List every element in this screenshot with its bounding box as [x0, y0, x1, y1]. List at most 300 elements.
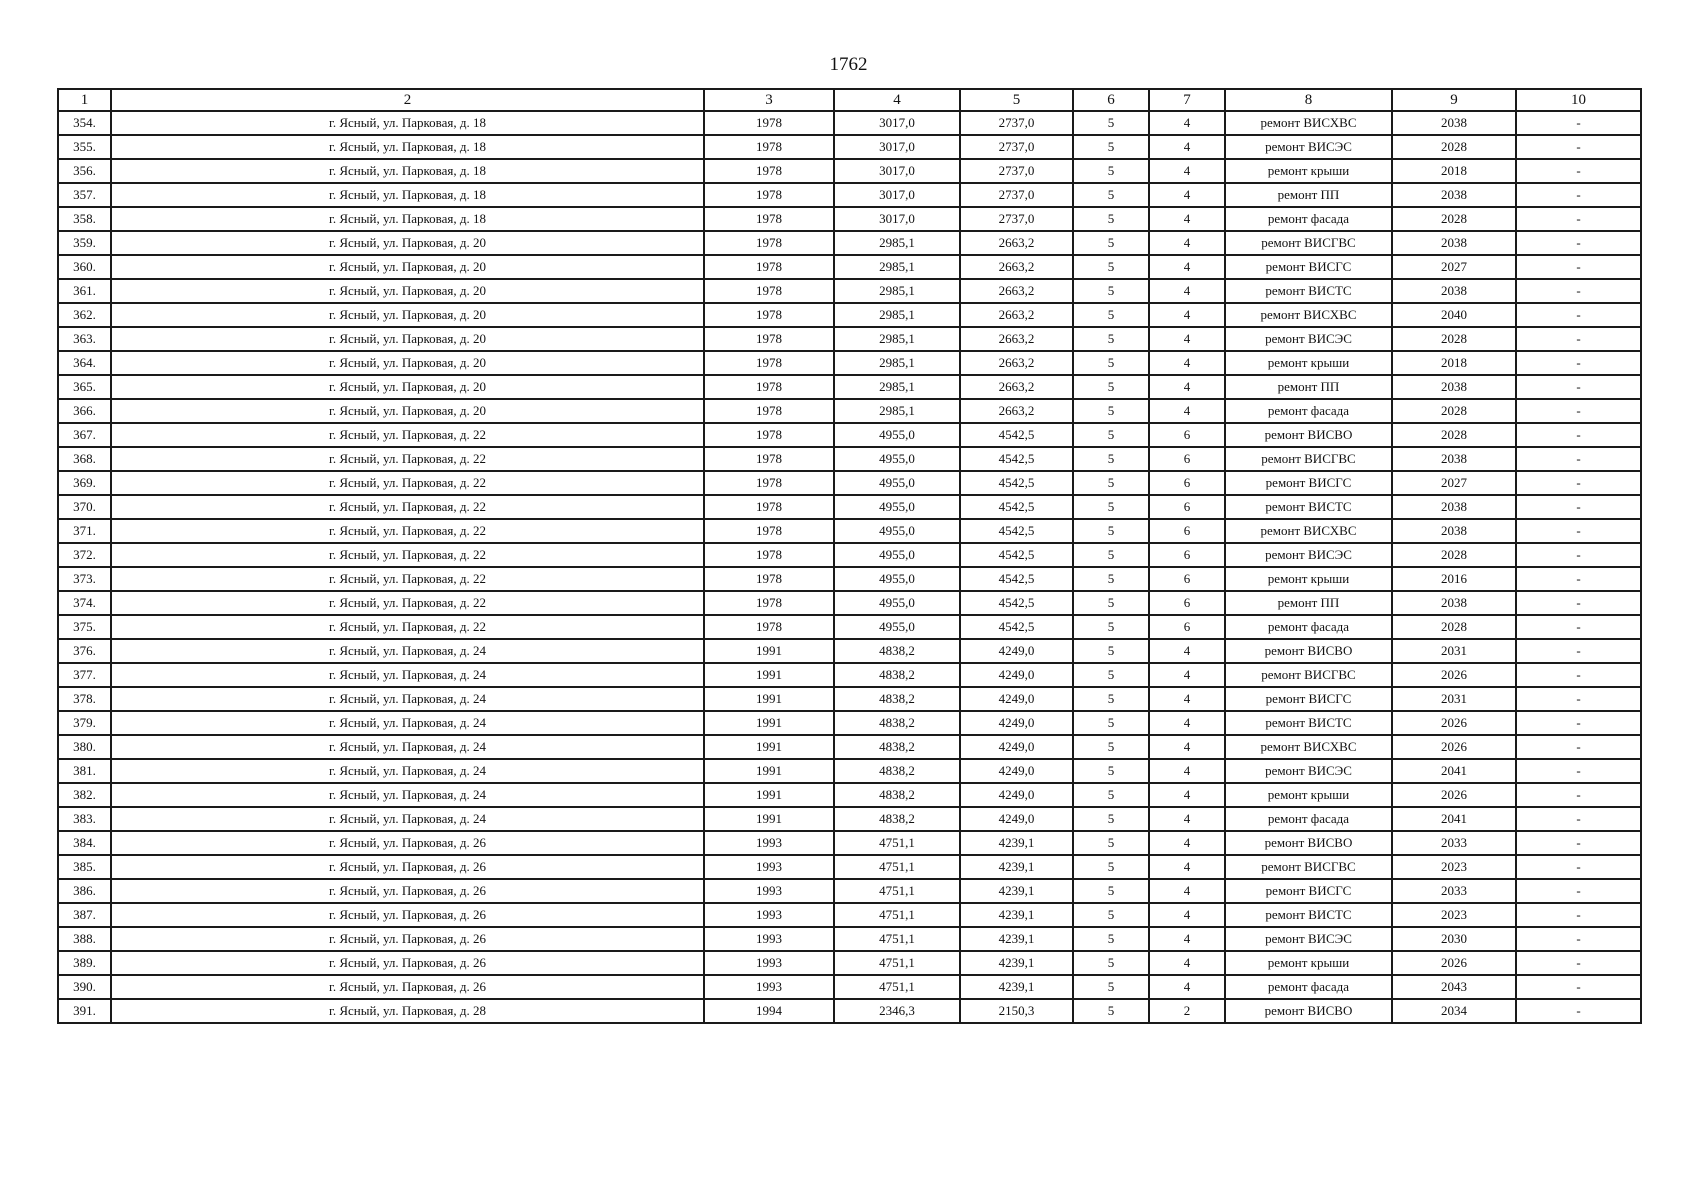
planned-year-cell: 2028 [1392, 399, 1516, 423]
planned-year-cell: 2028 [1392, 615, 1516, 639]
table-row [58, 183, 1641, 207]
row-number-cell: 367. [58, 423, 111, 447]
address-cell: г. Ясный, ул. Парковая, д. 26 [111, 927, 704, 951]
planned-year-cell: 2026 [1392, 711, 1516, 735]
floors-cell: 5 [1073, 471, 1149, 495]
work-type-cell: ремонт ВИСЭС [1225, 543, 1392, 567]
floors-cell: 5 [1073, 711, 1149, 735]
planned-year-cell: 2038 [1392, 231, 1516, 255]
work-type-cell: ремонт ВИСГС [1225, 687, 1392, 711]
work-type-cell: ремонт ВИСХВС [1225, 519, 1392, 543]
entrances-cell: 4 [1149, 399, 1225, 423]
floors-cell: 5 [1073, 207, 1149, 231]
table-row [58, 735, 1641, 759]
note-cell: - [1516, 375, 1641, 399]
living-area-cell: 4542,5 [960, 615, 1073, 639]
year-cell: 1978 [704, 471, 834, 495]
planned-year-cell: 2033 [1392, 831, 1516, 855]
entrances-cell: 6 [1149, 567, 1225, 591]
table-row [58, 303, 1641, 327]
year-cell: 1978 [704, 495, 834, 519]
year-cell: 1978 [704, 111, 834, 135]
table-row [58, 207, 1641, 231]
note-cell: - [1516, 999, 1641, 1023]
row-number-cell: 383. [58, 807, 111, 831]
note-cell: - [1516, 615, 1641, 639]
table-row [58, 903, 1641, 927]
total-area-cell: 4751,1 [834, 951, 960, 975]
living-area-cell: 4542,5 [960, 447, 1073, 471]
year-cell: 1978 [704, 303, 834, 327]
address-cell: г. Ясный, ул. Парковая, д. 18 [111, 207, 704, 231]
row-number-cell: 356. [58, 159, 111, 183]
column-header-4: 4 [834, 89, 960, 111]
entrances-cell: 4 [1149, 759, 1225, 783]
floors-cell: 5 [1073, 831, 1149, 855]
total-area-cell: 3017,0 [834, 135, 960, 159]
planned-year-cell: 2023 [1392, 855, 1516, 879]
note-cell: - [1516, 135, 1641, 159]
column-header-5: 5 [960, 89, 1073, 111]
address-cell: г. Ясный, ул. Парковая, д. 22 [111, 447, 704, 471]
entrances-cell: 6 [1149, 423, 1225, 447]
work-type-cell: ремонт ВИСТС [1225, 495, 1392, 519]
note-cell: - [1516, 351, 1641, 375]
note-cell: - [1516, 519, 1641, 543]
floors-cell: 5 [1073, 663, 1149, 687]
planned-year-cell: 2041 [1392, 807, 1516, 831]
row-number-cell: 363. [58, 327, 111, 351]
living-area-cell: 4249,0 [960, 735, 1073, 759]
column-header-10: 10 [1516, 89, 1641, 111]
year-cell: 1993 [704, 927, 834, 951]
work-type-cell: ремонт крыши [1225, 159, 1392, 183]
total-area-cell: 4751,1 [834, 975, 960, 999]
planned-year-cell: 2033 [1392, 879, 1516, 903]
year-cell: 1978 [704, 519, 834, 543]
table-row [58, 975, 1641, 999]
table-row [58, 663, 1641, 687]
row-number-cell: 354. [58, 111, 111, 135]
entrances-cell: 4 [1149, 159, 1225, 183]
year-cell: 1991 [704, 663, 834, 687]
year-cell: 1978 [704, 615, 834, 639]
note-cell: - [1516, 807, 1641, 831]
note-cell: - [1516, 231, 1641, 255]
column-header-3: 3 [704, 89, 834, 111]
floors-cell: 5 [1073, 159, 1149, 183]
address-cell: г. Ясный, ул. Парковая, д. 18 [111, 135, 704, 159]
living-area-cell: 2663,2 [960, 399, 1073, 423]
year-cell: 1978 [704, 399, 834, 423]
table-row [58, 879, 1641, 903]
total-area-cell: 4955,0 [834, 447, 960, 471]
year-cell: 1978 [704, 255, 834, 279]
note-cell: - [1516, 783, 1641, 807]
planned-year-cell: 2028 [1392, 543, 1516, 567]
work-type-cell: ремонт ВИСЭС [1225, 927, 1392, 951]
row-number-cell: 381. [58, 759, 111, 783]
planned-year-cell: 2038 [1392, 111, 1516, 135]
row-number-cell: 389. [58, 951, 111, 975]
work-type-cell: ремонт ВИСЭС [1225, 759, 1392, 783]
note-cell: - [1516, 735, 1641, 759]
note-cell: - [1516, 327, 1641, 351]
column-header-2: 2 [111, 89, 704, 111]
page-number: 1762 [829, 54, 868, 75]
work-type-cell: ремонт ВИСВО [1225, 639, 1392, 663]
planned-year-cell: 2038 [1392, 519, 1516, 543]
row-number-cell: 361. [58, 279, 111, 303]
address-cell: г. Ясный, ул. Парковая, д. 24 [111, 759, 704, 783]
note-cell: - [1516, 759, 1641, 783]
address-cell: г. Ясный, ул. Парковая, д. 20 [111, 279, 704, 303]
column-header-6: 6 [1073, 89, 1149, 111]
planned-year-cell: 2028 [1392, 207, 1516, 231]
year-cell: 1978 [704, 567, 834, 591]
work-type-cell: ремонт ВИСВО [1225, 423, 1392, 447]
note-cell: - [1516, 903, 1641, 927]
living-area-cell: 4542,5 [960, 495, 1073, 519]
living-area-cell: 4542,5 [960, 591, 1073, 615]
entrances-cell: 4 [1149, 111, 1225, 135]
planned-year-cell: 2016 [1392, 567, 1516, 591]
address-cell: г. Ясный, ул. Парковая, д. 22 [111, 471, 704, 495]
total-area-cell: 3017,0 [834, 111, 960, 135]
column-header-9: 9 [1392, 89, 1516, 111]
address-cell: г. Ясный, ул. Парковая, д. 22 [111, 423, 704, 447]
living-area-cell: 4249,0 [960, 807, 1073, 831]
floors-cell: 5 [1073, 183, 1149, 207]
floors-cell: 5 [1073, 231, 1149, 255]
work-type-cell: ремонт ВИСХВС [1225, 735, 1392, 759]
address-cell: г. Ясный, ул. Парковая, д. 26 [111, 855, 704, 879]
row-number-cell: 375. [58, 615, 111, 639]
address-cell: г. Ясный, ул. Парковая, д. 24 [111, 735, 704, 759]
address-cell: г. Ясный, ул. Парковая, д. 20 [111, 303, 704, 327]
table-body [58, 111, 1641, 1023]
column-header-8: 8 [1225, 89, 1392, 111]
year-cell: 1991 [704, 687, 834, 711]
address-cell: г. Ясный, ул. Парковая, д. 22 [111, 615, 704, 639]
year-cell: 1991 [704, 783, 834, 807]
note-cell: - [1516, 927, 1641, 951]
entrances-cell: 6 [1149, 495, 1225, 519]
total-area-cell: 4838,2 [834, 711, 960, 735]
table-row [58, 783, 1641, 807]
planned-year-cell: 2026 [1392, 663, 1516, 687]
planned-year-cell: 2038 [1392, 447, 1516, 471]
planned-year-cell: 2038 [1392, 183, 1516, 207]
entrances-cell: 4 [1149, 783, 1225, 807]
living-area-cell: 2737,0 [960, 111, 1073, 135]
planned-year-cell: 2034 [1392, 999, 1516, 1023]
floors-cell: 5 [1073, 591, 1149, 615]
table-row [58, 567, 1641, 591]
year-cell: 1993 [704, 903, 834, 927]
entrances-cell: 4 [1149, 903, 1225, 927]
floors-cell: 5 [1073, 447, 1149, 471]
planned-year-cell: 2026 [1392, 735, 1516, 759]
planned-year-cell: 2038 [1392, 591, 1516, 615]
address-cell: г. Ясный, ул. Парковая, д. 24 [111, 711, 704, 735]
row-number-cell: 364. [58, 351, 111, 375]
address-cell: г. Ясный, ул. Парковая, д. 24 [111, 807, 704, 831]
year-cell: 1978 [704, 447, 834, 471]
work-type-cell: ремонт ВИСГВС [1225, 855, 1392, 879]
address-cell: г. Ясный, ул. Парковая, д. 28 [111, 999, 704, 1023]
living-area-cell: 4249,0 [960, 711, 1073, 735]
column-header-1: 1 [58, 89, 111, 111]
table-row [58, 351, 1641, 375]
note-cell: - [1516, 687, 1641, 711]
note-cell: - [1516, 111, 1641, 135]
planned-year-cell: 2031 [1392, 639, 1516, 663]
living-area-cell: 4542,5 [960, 471, 1073, 495]
planned-year-cell: 2028 [1392, 135, 1516, 159]
floors-cell: 5 [1073, 351, 1149, 375]
year-cell: 1991 [704, 759, 834, 783]
row-number-cell: 379. [58, 711, 111, 735]
address-cell: г. Ясный, ул. Парковая, д. 20 [111, 255, 704, 279]
living-area-cell: 4542,5 [960, 519, 1073, 543]
total-area-cell: 4751,1 [834, 903, 960, 927]
planned-year-cell: 2028 [1392, 327, 1516, 351]
living-area-cell: 2663,2 [960, 255, 1073, 279]
living-area-cell: 4239,1 [960, 855, 1073, 879]
year-cell: 1991 [704, 807, 834, 831]
address-cell: г. Ясный, ул. Парковая, д. 24 [111, 783, 704, 807]
address-cell: г. Ясный, ул. Парковая, д. 26 [111, 951, 704, 975]
floors-cell: 5 [1073, 783, 1149, 807]
planned-year-cell: 2040 [1392, 303, 1516, 327]
work-type-cell: ремонт фасада [1225, 615, 1392, 639]
table-row [58, 711, 1641, 735]
total-area-cell: 4955,0 [834, 519, 960, 543]
total-area-cell: 4838,2 [834, 759, 960, 783]
floors-cell: 5 [1073, 927, 1149, 951]
note-cell: - [1516, 663, 1641, 687]
year-cell: 1991 [704, 639, 834, 663]
address-cell: г. Ясный, ул. Парковая, д. 22 [111, 543, 704, 567]
entrances-cell: 4 [1149, 711, 1225, 735]
entrances-cell: 4 [1149, 327, 1225, 351]
address-cell: г. Ясный, ул. Парковая, д. 20 [111, 375, 704, 399]
work-type-cell: ремонт ПП [1225, 375, 1392, 399]
row-number-cell: 388. [58, 927, 111, 951]
entrances-cell: 4 [1149, 135, 1225, 159]
planned-year-cell: 2038 [1392, 495, 1516, 519]
year-cell: 1993 [704, 879, 834, 903]
row-number-cell: 382. [58, 783, 111, 807]
work-type-cell: ремонт ВИСГС [1225, 471, 1392, 495]
floors-cell: 5 [1073, 855, 1149, 879]
floors-cell: 5 [1073, 567, 1149, 591]
living-area-cell: 2663,2 [960, 279, 1073, 303]
row-number-cell: 369. [58, 471, 111, 495]
year-cell: 1993 [704, 831, 834, 855]
row-number-cell: 368. [58, 447, 111, 471]
total-area-cell: 4838,2 [834, 639, 960, 663]
total-area-cell: 4838,2 [834, 735, 960, 759]
living-area-cell: 4542,5 [960, 423, 1073, 447]
planned-year-cell: 2027 [1392, 255, 1516, 279]
row-number-cell: 376. [58, 639, 111, 663]
total-area-cell: 4955,0 [834, 423, 960, 447]
work-type-cell: ремонт ВИСГС [1225, 255, 1392, 279]
address-cell: г. Ясный, ул. Парковая, д. 26 [111, 903, 704, 927]
table-row [58, 471, 1641, 495]
total-area-cell: 4838,2 [834, 687, 960, 711]
total-area-cell: 4955,0 [834, 591, 960, 615]
year-cell: 1978 [704, 135, 834, 159]
row-number-cell: 387. [58, 903, 111, 927]
year-cell: 1978 [704, 207, 834, 231]
year-cell: 1978 [704, 351, 834, 375]
living-area-cell: 2737,0 [960, 159, 1073, 183]
floors-cell: 5 [1073, 519, 1149, 543]
floors-cell: 5 [1073, 759, 1149, 783]
row-number-cell: 380. [58, 735, 111, 759]
address-cell: г. Ясный, ул. Парковая, д. 22 [111, 567, 704, 591]
total-area-cell: 4955,0 [834, 495, 960, 519]
address-cell: г. Ясный, ул. Парковая, д. 20 [111, 231, 704, 255]
entrances-cell: 4 [1149, 207, 1225, 231]
floors-cell: 5 [1073, 735, 1149, 759]
total-area-cell: 2985,1 [834, 255, 960, 279]
note-cell: - [1516, 951, 1641, 975]
row-number-cell: 371. [58, 519, 111, 543]
floors-cell: 5 [1073, 279, 1149, 303]
note-cell: - [1516, 591, 1641, 615]
address-cell: г. Ясный, ул. Парковая, д. 26 [111, 975, 704, 999]
table-row [58, 255, 1641, 279]
entrances-cell: 4 [1149, 687, 1225, 711]
address-cell: г. Ясный, ул. Парковая, д. 18 [111, 159, 704, 183]
row-number-cell: 372. [58, 543, 111, 567]
entrances-cell: 6 [1149, 591, 1225, 615]
living-area-cell: 4239,1 [960, 951, 1073, 975]
floors-cell: 5 [1073, 999, 1149, 1023]
table-row [58, 375, 1641, 399]
entrances-cell: 4 [1149, 951, 1225, 975]
note-cell: - [1516, 975, 1641, 999]
year-cell: 1993 [704, 855, 834, 879]
total-area-cell: 2346,3 [834, 999, 960, 1023]
total-area-cell: 4751,1 [834, 855, 960, 879]
floors-cell: 5 [1073, 951, 1149, 975]
row-number-cell: 384. [58, 831, 111, 855]
living-area-cell: 2150,3 [960, 999, 1073, 1023]
living-area-cell: 2663,2 [960, 231, 1073, 255]
note-cell: - [1516, 399, 1641, 423]
living-area-cell: 4239,1 [960, 975, 1073, 999]
work-type-cell: ремонт крыши [1225, 951, 1392, 975]
row-number-cell: 374. [58, 591, 111, 615]
table-row [58, 519, 1641, 543]
work-type-cell: ремонт ВИСВО [1225, 999, 1392, 1023]
planned-year-cell: 2027 [1392, 471, 1516, 495]
year-cell: 1978 [704, 231, 834, 255]
work-type-cell: ремонт фасада [1225, 975, 1392, 999]
address-cell: г. Ясный, ул. Парковая, д. 18 [111, 111, 704, 135]
entrances-cell: 4 [1149, 279, 1225, 303]
note-cell: - [1516, 879, 1641, 903]
planned-year-cell: 2023 [1392, 903, 1516, 927]
address-cell: г. Ясный, ул. Парковая, д. 24 [111, 639, 704, 663]
table-row [58, 831, 1641, 855]
total-area-cell: 4751,1 [834, 927, 960, 951]
living-area-cell: 4239,1 [960, 879, 1073, 903]
floors-cell: 5 [1073, 903, 1149, 927]
entrances-cell: 4 [1149, 879, 1225, 903]
work-type-cell: ремонт ВИСГВС [1225, 231, 1392, 255]
year-cell: 1978 [704, 159, 834, 183]
work-type-cell: ремонт фасада [1225, 399, 1392, 423]
note-cell: - [1516, 855, 1641, 879]
total-area-cell: 4955,0 [834, 471, 960, 495]
planned-year-cell: 2018 [1392, 159, 1516, 183]
note-cell: - [1516, 447, 1641, 471]
table-row [58, 327, 1641, 351]
entrances-cell: 4 [1149, 351, 1225, 375]
row-number-cell: 390. [58, 975, 111, 999]
floors-cell: 5 [1073, 399, 1149, 423]
address-cell: г. Ясный, ул. Парковая, д. 26 [111, 879, 704, 903]
living-area-cell: 2737,0 [960, 135, 1073, 159]
living-area-cell: 4249,0 [960, 639, 1073, 663]
table-row [58, 423, 1641, 447]
table-row [58, 927, 1641, 951]
living-area-cell: 4542,5 [960, 543, 1073, 567]
note-cell: - [1516, 495, 1641, 519]
table-row [58, 543, 1641, 567]
work-type-cell: ремонт крыши [1225, 567, 1392, 591]
table-row [58, 231, 1641, 255]
row-number-cell: 386. [58, 879, 111, 903]
year-cell: 1978 [704, 375, 834, 399]
note-cell: - [1516, 303, 1641, 327]
note-cell: - [1516, 159, 1641, 183]
address-cell: г. Ясный, ул. Парковая, д. 18 [111, 183, 704, 207]
row-number-cell: 362. [58, 303, 111, 327]
address-cell: г. Ясный, ул. Парковая, д. 22 [111, 519, 704, 543]
row-number-cell: 378. [58, 687, 111, 711]
floors-cell: 5 [1073, 303, 1149, 327]
floors-cell: 5 [1073, 423, 1149, 447]
address-cell: г. Ясный, ул. Парковая, д. 24 [111, 663, 704, 687]
note-cell: - [1516, 711, 1641, 735]
year-cell: 1993 [704, 975, 834, 999]
year-cell: 1993 [704, 951, 834, 975]
entrances-cell: 4 [1149, 663, 1225, 687]
entrances-cell: 4 [1149, 927, 1225, 951]
work-type-cell: ремонт ВИСЭС [1225, 327, 1392, 351]
living-area-cell: 4239,1 [960, 831, 1073, 855]
total-area-cell: 3017,0 [834, 159, 960, 183]
table-row [58, 999, 1641, 1023]
planned-year-cell: 2028 [1392, 423, 1516, 447]
total-area-cell: 2985,1 [834, 327, 960, 351]
table-row [58, 807, 1641, 831]
work-type-cell: ремонт крыши [1225, 783, 1392, 807]
address-cell: г. Ясный, ул. Парковая, д. 20 [111, 351, 704, 375]
work-type-cell: ремонт ПП [1225, 591, 1392, 615]
living-area-cell: 4542,5 [960, 567, 1073, 591]
planned-year-cell: 2038 [1392, 279, 1516, 303]
address-cell: г. Ясный, ул. Парковая, д. 22 [111, 591, 704, 615]
work-type-cell: ремонт ВИСЭС [1225, 135, 1392, 159]
